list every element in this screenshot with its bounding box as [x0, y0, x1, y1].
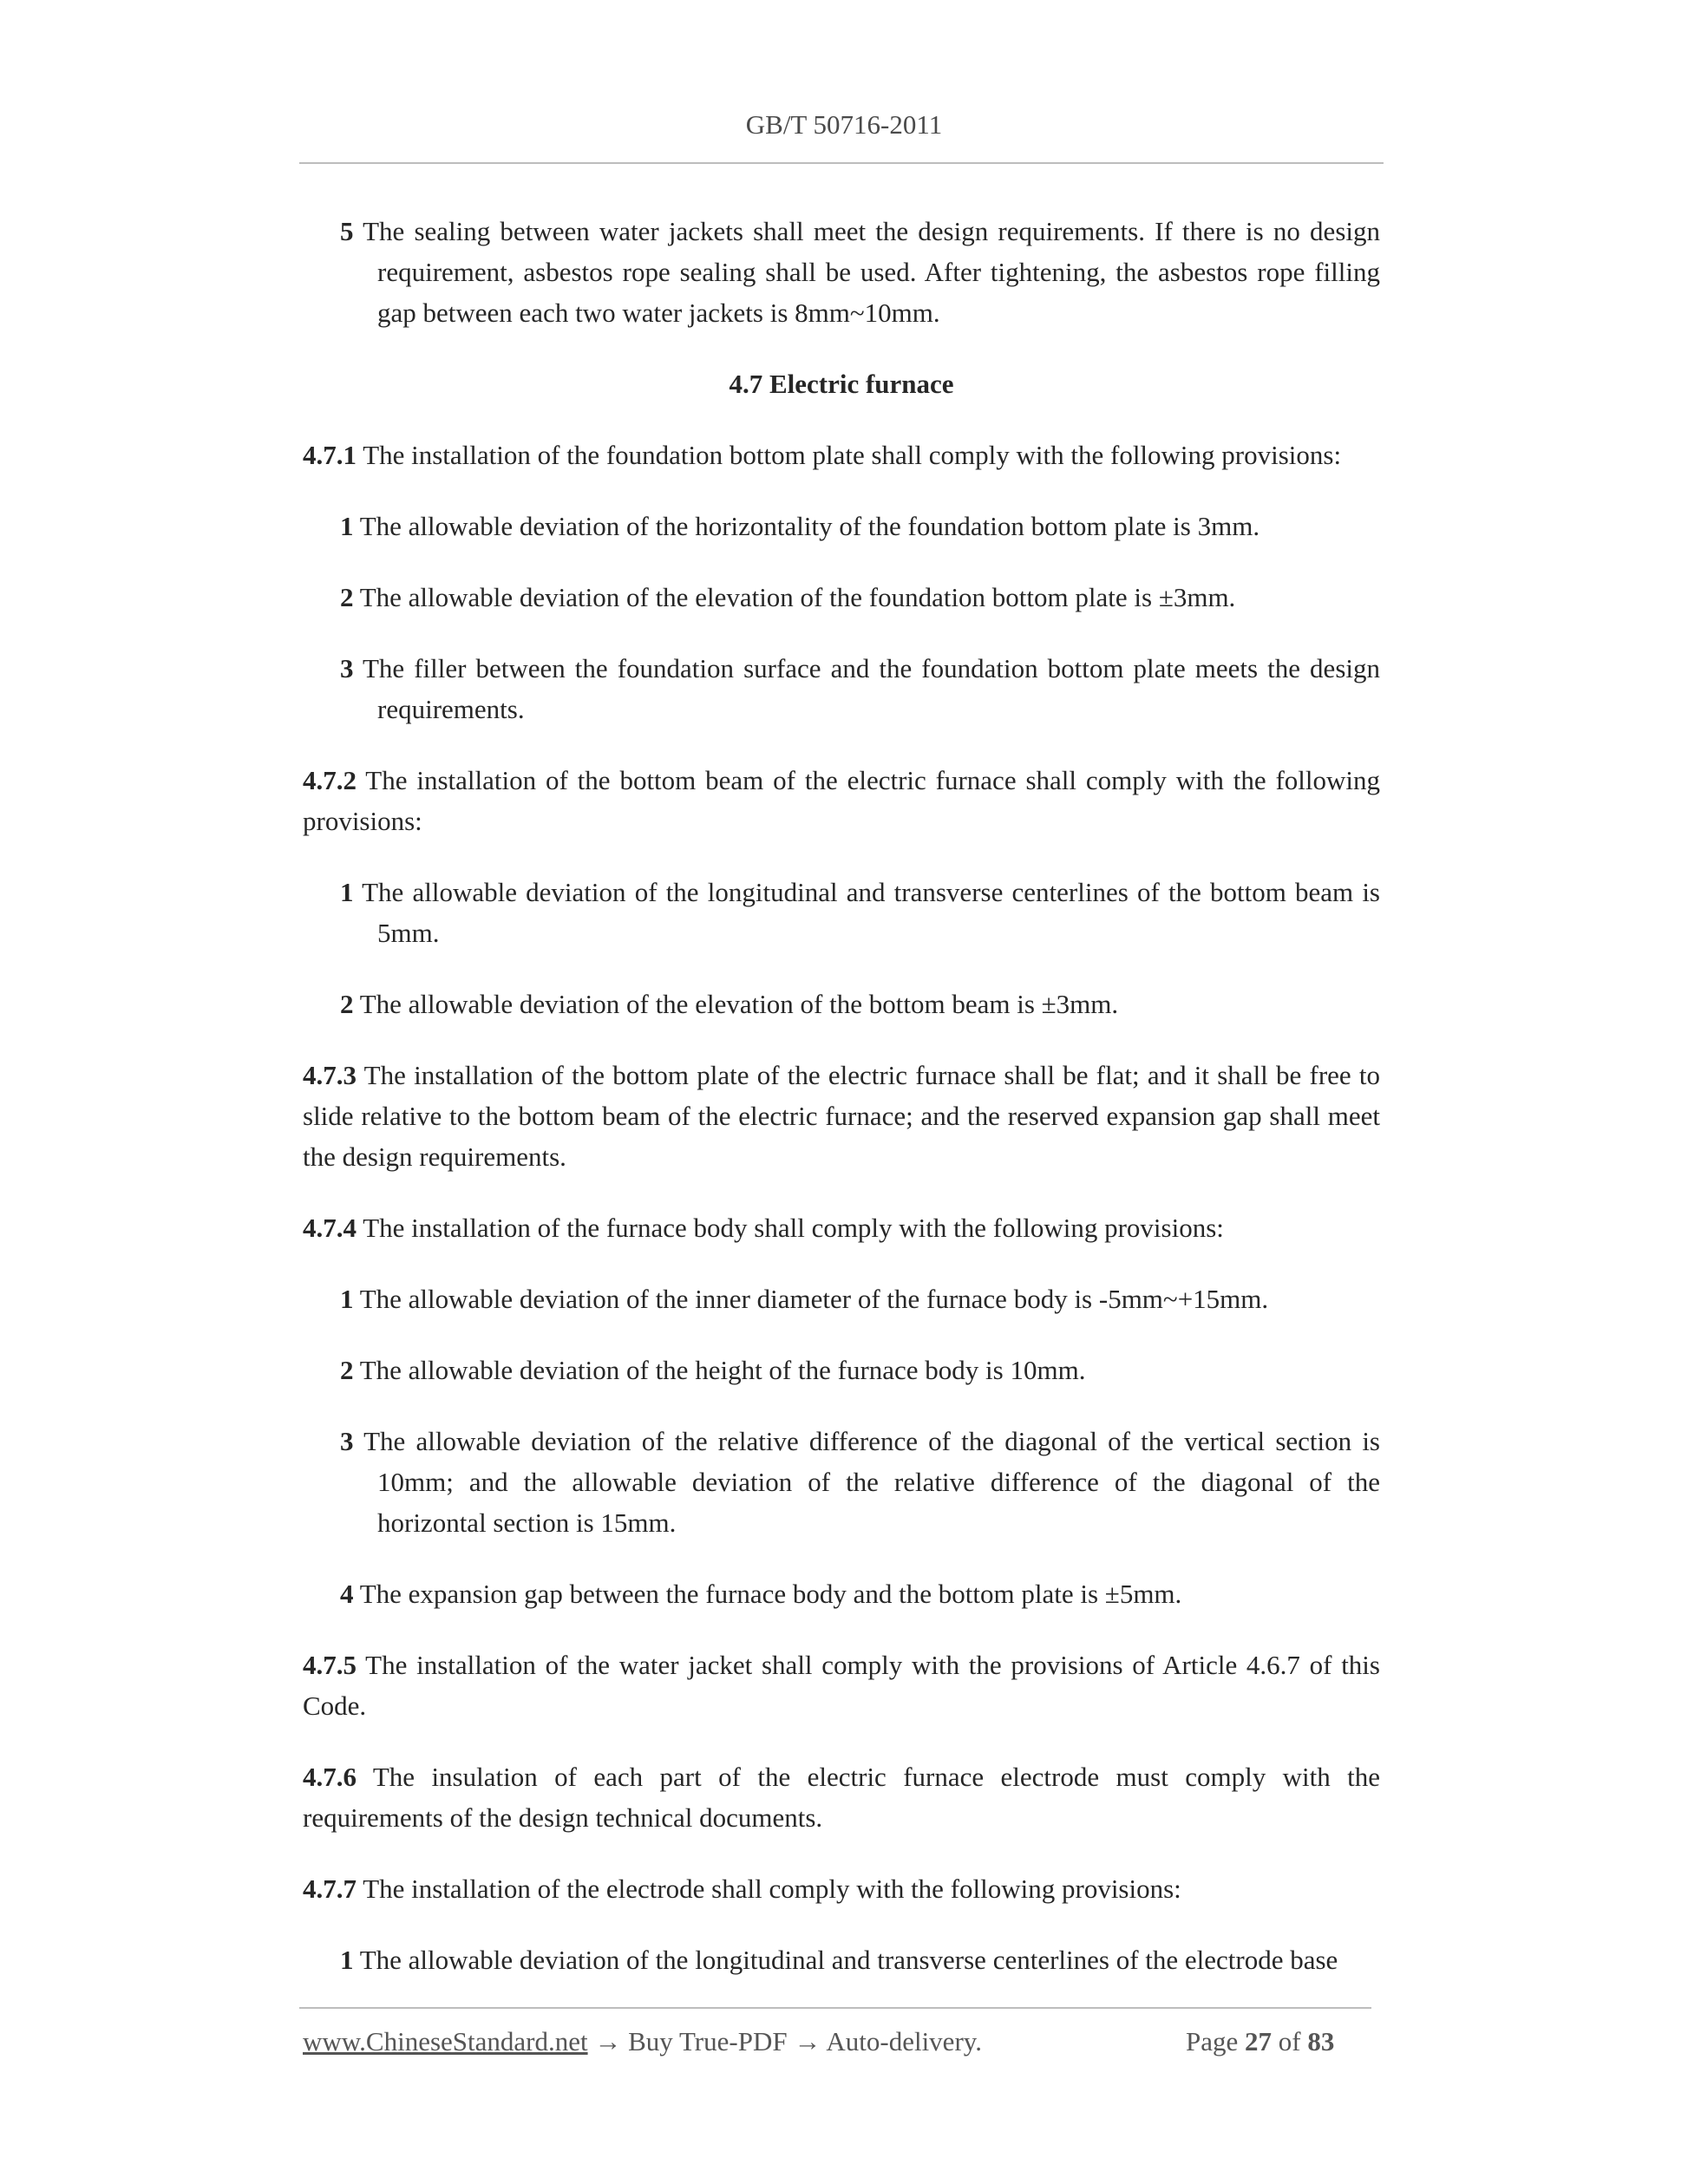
clause-text: The installation of the bottom beam of the electric furnace shall comply with the following provisions: — [303, 765, 1380, 836]
list-item — [340, 1573, 1380, 1614]
clause-number: 4.7.5 — [303, 1650, 357, 1680]
header-divider — [299, 162, 1384, 164]
clause-4-7-2 — [303, 760, 1380, 841]
item-text: The allowable deviation of the relative difference of the diagonal of the vertical section is 10mm; and the allowable deviation of the relative difference of the diagonal of the horizontal section is 15mm. — [353, 1426, 1380, 1538]
item-number: 1 — [340, 511, 354, 541]
of-label: of — [1272, 2026, 1308, 2056]
clause-number: 4.7.3 — [303, 1060, 357, 1090]
item-text: The allowable deviation of the longitudinal and transverse centerlines of the electrode base — [353, 1945, 1338, 1975]
list-item — [340, 1939, 1380, 1980]
item-text: The allowable deviation of the inner diameter of the furnace body is -5mm~+15mm. — [353, 1284, 1269, 1314]
item-number: 2 — [340, 989, 354, 1019]
page-indicator — [1186, 2026, 1334, 2057]
item-text: The allowable deviation of the horizontality of the foundation bottom plate is 3mm. — [353, 511, 1260, 541]
item-number: 1 — [340, 877, 354, 907]
clause-text: The installation of the water jacket shall comply with the provisions of Article 4.6.7 of this Code. — [303, 1650, 1380, 1721]
item-number: 5 — [340, 216, 354, 246]
clause-4-7-7 — [303, 1868, 1380, 1909]
list-item — [340, 577, 1380, 618]
item-text: The allowable deviation of the elevation of the foundation bottom plate is ±3mm. — [353, 582, 1236, 612]
clause-4-7-6 — [303, 1756, 1380, 1838]
section-heading: 4.7 Electric furnace — [729, 369, 954, 399]
page-number: 27 — [1245, 2026, 1273, 2056]
clause-text: The installation of the furnace body shall comply with the following provisions: — [357, 1213, 1224, 1243]
clause-4-7-1 — [303, 435, 1380, 475]
item-number: 4 — [340, 1579, 354, 1609]
page-header-title: GB/T 50716-2011 — [745, 109, 943, 140]
clause-text: The installation of the electrode shall comply with the following provisions: — [357, 1873, 1181, 1904]
clause-4-7-4 — [303, 1207, 1380, 1248]
clause-4-7-5 — [303, 1645, 1380, 1726]
list-item — [340, 1350, 1380, 1390]
website-link[interactable]: www.ChineseStandard.net — [303, 2026, 588, 2056]
item-text: The filler between the foundation surface and the foundation bottom plate meets the design requirements. — [353, 653, 1380, 724]
promo-text: → Buy True-PDF → Auto-delivery. — [587, 2026, 982, 2056]
item-text: The expansion gap between the furnace body and the bottom plate is ±5mm. — [353, 1579, 1182, 1609]
clause-number: 4.7.7 — [303, 1873, 357, 1904]
list-item — [340, 506, 1380, 546]
item-text: The allowable deviation of the elevation of the bottom beam is ±3mm. — [353, 989, 1119, 1019]
item-text: The sealing between water jackets shall meet the design requirements. If there is no design requirement, asbestos rope sealing shall be used. After tightening, the asbestos rope filling gap between each two water jackets is 8mm~10mm. — [353, 216, 1380, 328]
document-body — [303, 211, 1380, 2011]
list-item — [340, 1278, 1380, 1319]
clause-number: 4.7.2 — [303, 765, 357, 795]
item-number: 2 — [340, 1355, 354, 1385]
item-number: 2 — [340, 582, 354, 612]
clause-text: The installation of the foundation bottom plate shall comply with the following provisions: — [357, 440, 1342, 470]
total-pages: 83 — [1307, 2026, 1335, 2056]
footer-divider — [299, 2007, 1371, 2009]
item-number: 1 — [340, 1284, 354, 1314]
clause-number: 4.7.6 — [303, 1762, 357, 1792]
list-item — [340, 984, 1380, 1024]
list-item — [340, 872, 1380, 953]
list-item — [340, 211, 1380, 333]
item-number: 1 — [340, 1945, 354, 1975]
item-text: The allowable deviation of the longitudinal and transverse centerlines of the bottom beam is 5mm. — [353, 877, 1380, 948]
clause-number: 4.7.1 — [303, 440, 357, 470]
list-item — [340, 648, 1380, 729]
item-text: The allowable deviation of the height of the furnace body is 10mm. — [353, 1355, 1086, 1385]
clause-number: 4.7.4 — [303, 1213, 357, 1243]
item-number: 3 — [340, 1426, 354, 1456]
list-item — [340, 1421, 1380, 1543]
item-number: 3 — [340, 653, 354, 683]
clause-text: The installation of the bottom plate of the electric furnace shall be flat; and it shall be free to slide relative to the bottom beam of the electric furnace; and the reserved expansion gap shall meet the design requirements. — [303, 1060, 1380, 1172]
clause-text: The insulation of each part of the electric furnace electrode must comply with the requirements of the design technical documents. — [303, 1762, 1380, 1833]
footer-promo — [303, 2026, 982, 2057]
clause-4-7-3 — [303, 1055, 1380, 1177]
page-label: Page — [1186, 2026, 1246, 2056]
